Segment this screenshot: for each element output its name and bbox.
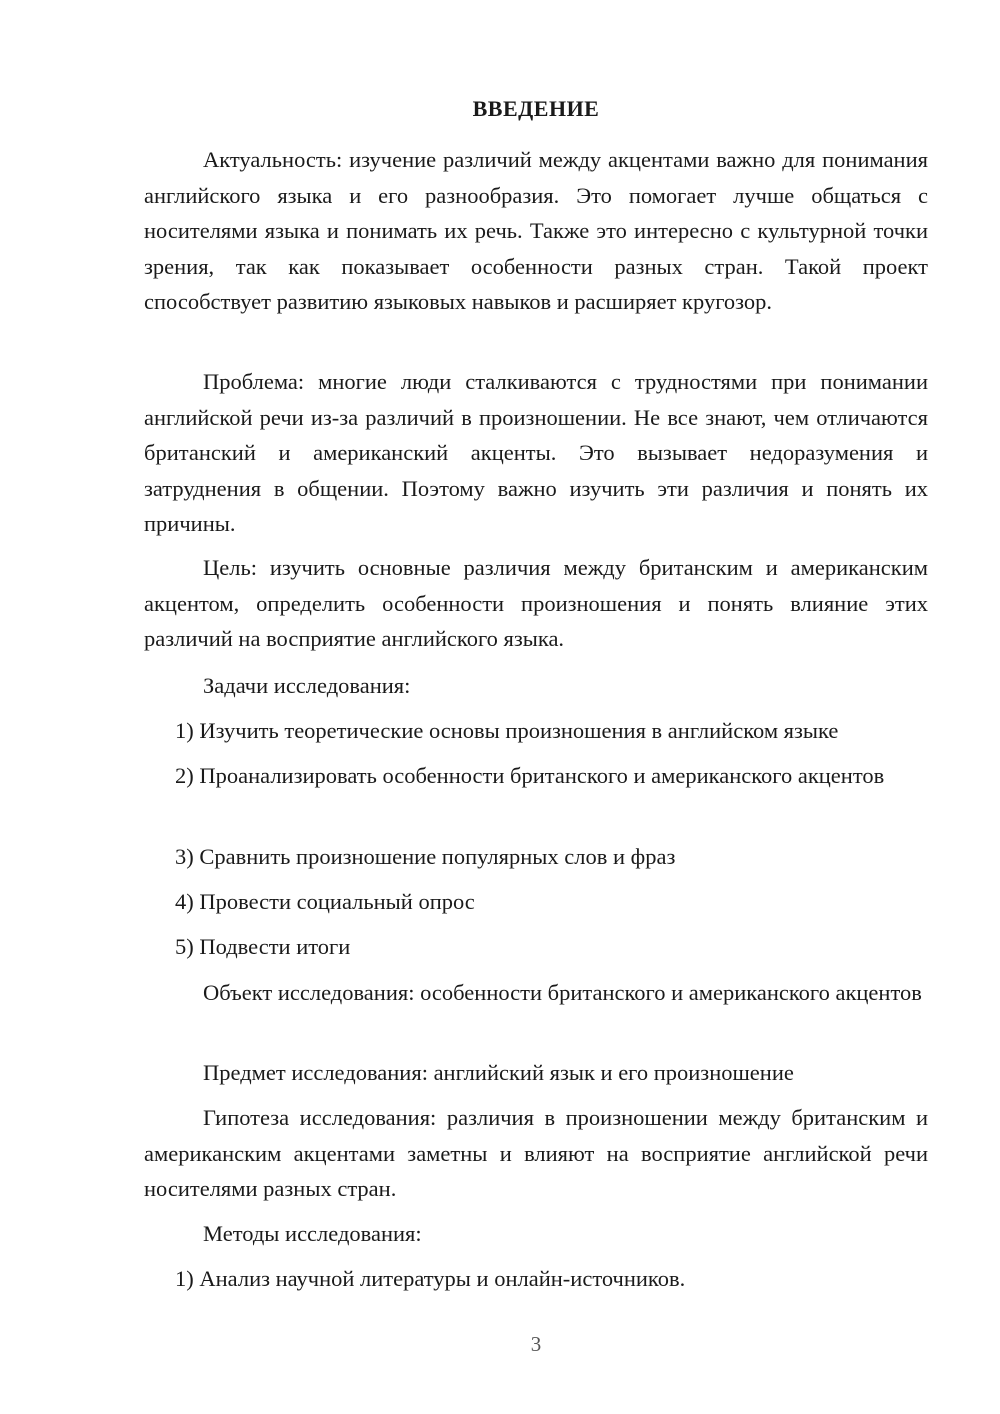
- task-item-1: 1) Изучить теоретические основы произношения в английском языке: [175, 718, 839, 743]
- tasks-heading: Задачи исследования:: [203, 673, 411, 698]
- subject-paragraph: Предмет исследования: английский язык и его произношение: [203, 1060, 794, 1085]
- method-item-1: 1) Анализ научной литературы и онлайн-источников.: [175, 1266, 686, 1291]
- hypothesis-paragraph: Гипотеза исследования: различия в произношении между британским и американским акцентами заметны и влияют на восприятие английской речи носителями разных стран.: [144, 1105, 928, 1201]
- task-item-4: 4) Провести социальный опрос: [175, 889, 475, 914]
- relevance-paragraph: Актуальность: изучение различий между акцентами важно для понимания английского языка и его разнообразия. Это помогает лучше общаться с носителями языка и понимать их речь. Также это интересно с культурной точки зрения, так как показывает особенности разных стран. Такой проект способствует развитию языковых навыков и расширяет кругозор.: [144, 147, 928, 314]
- task-item-5: 5) Подвести итоги: [175, 934, 351, 959]
- task-item-2: 2) Проанализировать особенности британского и американского акцентов: [175, 763, 885, 788]
- goal-paragraph: Цель: изучить основные различия между британским и американским акцентом, определить особенности произношения и понять влияние этих различий на восприятие английского языка.: [144, 555, 928, 651]
- object-paragraph: Объект исследования: особенности британского и американского акцентов: [203, 980, 922, 1005]
- methods-heading: Методы исследования:: [203, 1221, 422, 1246]
- problem-paragraph: Проблема: многие люди сталкиваются с трудностями при понимании английской речи из-за различий в произношении. Не все знают, чем отличаются британский и американский акценты. Это вызывает недоразумения и затруднения в общении. Поэтому важно изучить эти различия и понять их причины.: [144, 369, 928, 536]
- page-number: 3: [530, 1332, 542, 1356]
- task-item-3: 3) Сравнить произношение популярных слов и фраз: [175, 844, 676, 869]
- page-title: ВВЕДЕНИЕ: [472, 96, 600, 121]
